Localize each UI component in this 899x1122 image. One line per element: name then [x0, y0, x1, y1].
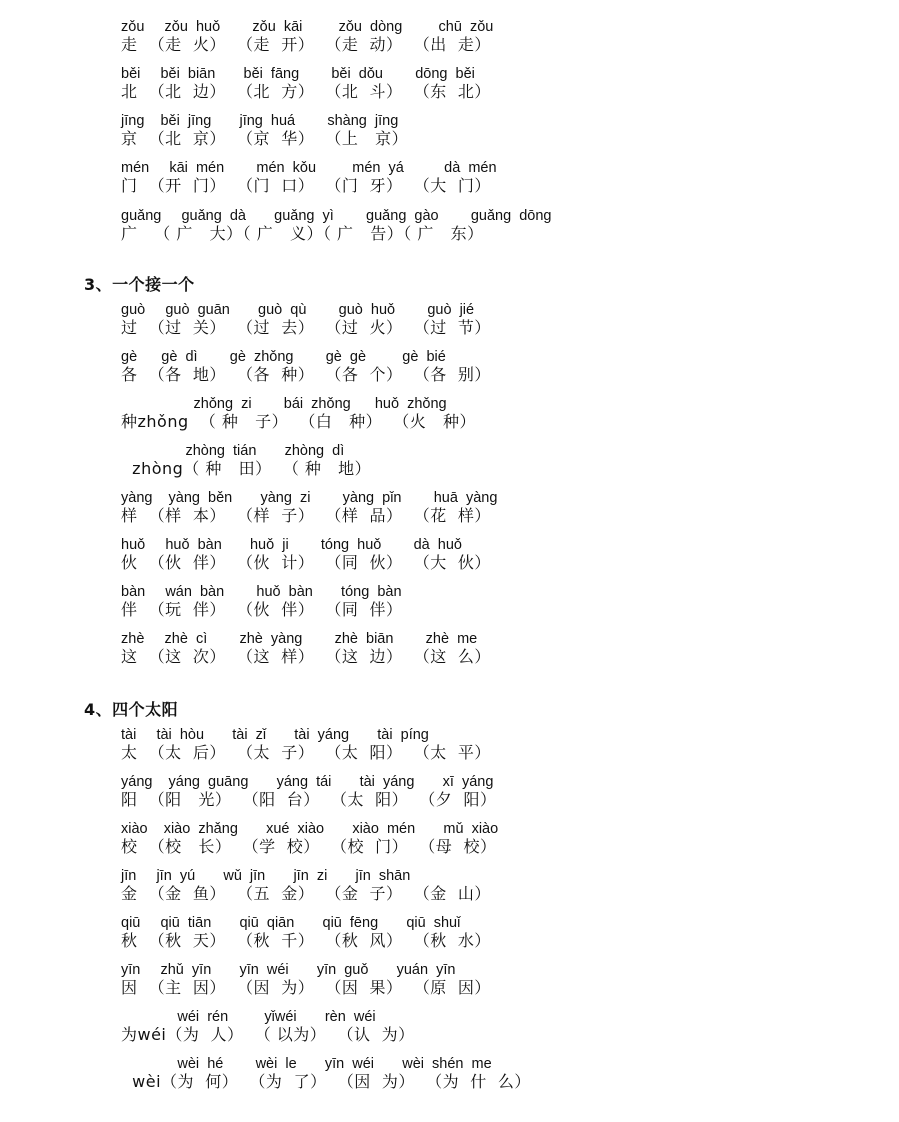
hanzi-line: 各 （各 地） （各 种） （各 个） （各 别）: [121, 365, 491, 384]
pinyin-line: tài tài hòu tài zǐ tài yáng tài píng: [121, 727, 429, 743]
pinyin-line: běi běi biān běi fāng běi dǒu dōng běi: [121, 66, 475, 82]
hanzi-line: 太 （太 后） （太 子） （太 阳） （太 平）: [121, 743, 491, 762]
hanzi-line: 门 （开 门） （门 口） （门 牙） （大 门）: [121, 176, 491, 195]
pinyin-line: gè gè dì gè zhǒng gè gè gè bié: [121, 349, 446, 365]
section-heading-3: 3、一个接一个: [84, 275, 195, 294]
hanzi-line: 广 （ 广 大）（ 广 义）（ 广 告）（ 广 东）: [121, 224, 484, 243]
pinyin-line: zǒu zǒu huǒ zǒu kāi zǒu dòng chū zǒu: [121, 19, 494, 35]
pinyin-line: huǒ huǒ bàn huǒ ji tóng huǒ dà huǒ: [121, 537, 462, 553]
hanzi-line: 样 （样 本） （样 子） （样 品） （花 样）: [121, 506, 491, 525]
hanzi-line: 北 （北 边） （北 方） （北 斗） （东 北）: [121, 82, 491, 101]
hanzi-line: 因 （主 因） （因 为） （因 果） （原 因）: [121, 978, 491, 997]
hanzi-line: 阳 （阳 光） （阳 台） （太 阳） （夕 阳）: [121, 790, 497, 809]
pinyin-line: wèi hé wèi le yīn wéi wèi shén me: [121, 1056, 492, 1072]
hanzi-line: 过 （过 关） （过 去） （过 火） （过 节）: [121, 318, 491, 337]
pinyin-line: yáng yáng guāng yáng tái tài yáng xī yáng: [121, 774, 494, 790]
pinyin-line: jīn jīn yú wǔ jīn jīn zi jīn shān: [121, 868, 411, 884]
hanzi-line: 金 （金 鱼） （五 金） （金 子） （金 山）: [121, 884, 491, 903]
hanzi-line: 秋 （秋 天） （秋 千） （秋 风） （秋 水）: [121, 931, 491, 950]
hanzi-line: 种zhǒng （ 种 子） （白 种） （火 种）: [121, 412, 477, 431]
hanzi-line: 走 （走 火） （走 开） （走 动） （出 走）: [121, 35, 491, 54]
pinyin-line: wéi rén yǐwéi rèn wéi: [121, 1009, 376, 1025]
hanzi-line: 为wéi（为 人） （ 以为） （认 为）: [121, 1025, 415, 1044]
hanzi-line: wèi（为 何） （为 了） （因 为） （为 什 么）: [121, 1072, 531, 1091]
pinyin-line: mén kāi mén mén kǒu mén yá dà mén: [121, 160, 497, 176]
pinyin-line: zhòng tián zhòng dì: [121, 443, 345, 459]
hanzi-line: 伴 （玩 伴） （伙 伴） （同 伴）: [121, 600, 403, 619]
pinyin-line: xiào xiào zhǎng xué xiào xiào mén mǔ xiào: [121, 821, 499, 837]
hanzi-line: 校 （校 长） （学 校） （校 门） （母 校）: [121, 837, 497, 856]
pinyin-line: zhè zhè cì zhè yàng zhè biān zhè me: [121, 631, 478, 647]
hanzi-line: zhòng（ 种 田） （ 种 地）: [121, 459, 372, 478]
pinyin-line: jīng běi jīng jīng huá shàng jīng: [121, 113, 399, 129]
pinyin-line: zhǒng zi bái zhǒng huǒ zhǒng: [121, 396, 447, 412]
pinyin-line: guò guò guān guò qù guò huǒ guò jié: [121, 302, 475, 318]
section-heading-4: 4、四个太阳: [84, 700, 179, 719]
pinyin-line: yīn zhǔ yīn yīn wéi yīn guǒ yuán yīn: [121, 962, 456, 978]
hanzi-line: 这 （这 次） （这 样） （这 边） （这 么）: [121, 647, 491, 666]
pinyin-line: bàn wán bàn huǒ bàn tóng bàn: [121, 584, 402, 600]
pinyin-line: guǎng guǎng dà guǎng yì guǎng gào guǎng dōng: [121, 208, 552, 224]
pinyin-line: qiū qiū tiān qiū qiān qiū fēng qiū shuǐ: [121, 915, 461, 931]
pinyin-line: yàng yàng běn yàng zi yàng pǐn huā yàng: [121, 490, 498, 506]
hanzi-line: 伙 （伙 伴） （伙 计） （同 伙） （大 伙）: [121, 553, 491, 572]
hanzi-line: 京 （北 京） （京 华） （上 京）: [121, 129, 409, 148]
